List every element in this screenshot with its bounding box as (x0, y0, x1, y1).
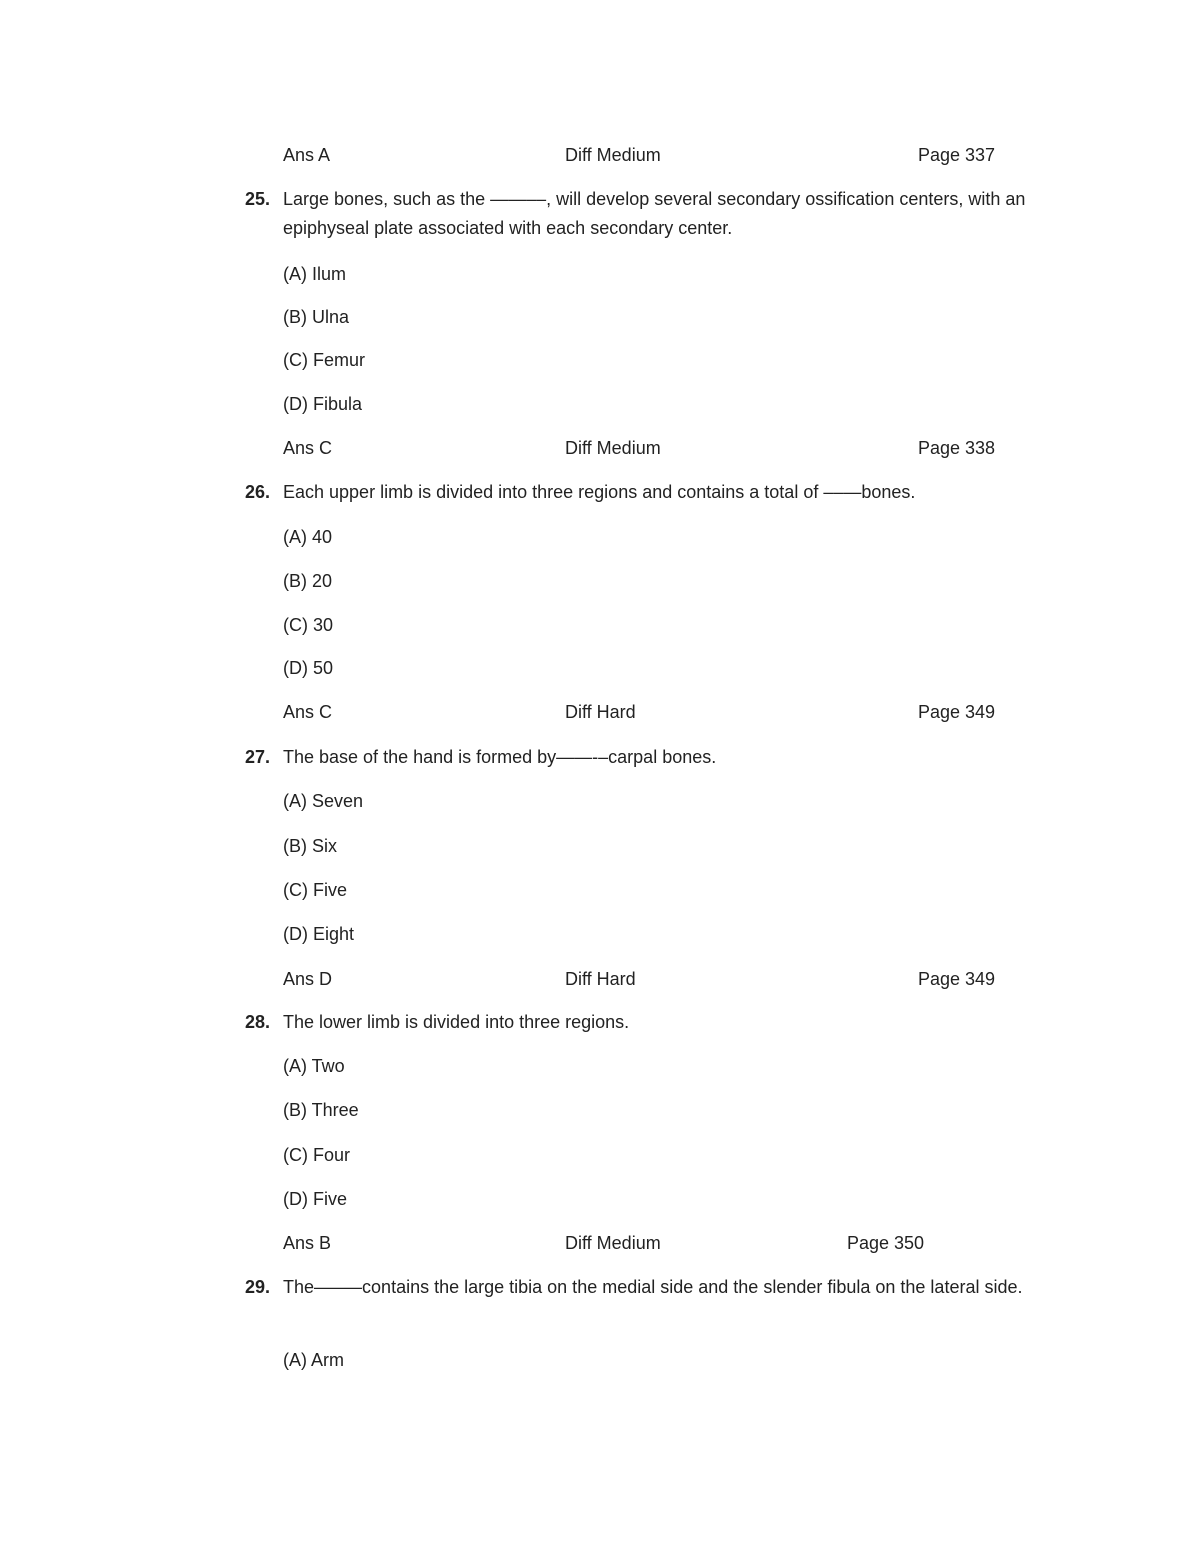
option-c: (C) Femur (283, 350, 365, 370)
question-text: The lower limb is divided into three regions. (283, 1012, 630, 1032)
answer-label: Ans B (283, 1233, 332, 1253)
difficulty-label: Diff Medium (565, 438, 661, 458)
option-a: (A) Ilum (283, 264, 346, 284)
option-d: (D) Eight (283, 924, 355, 944)
option-a: (A) 40 (283, 527, 333, 547)
question-number: 29. (245, 1277, 271, 1297)
difficulty-label: Diff Medium (565, 1233, 661, 1253)
option-b: (B) Three (283, 1100, 359, 1120)
option-c: (C) 30 (283, 615, 334, 635)
difficulty-label: Diff Medium (565, 145, 661, 165)
option-d: (D) 50 (283, 658, 334, 678)
answer-label: Ans C (283, 702, 333, 722)
difficulty-label: Diff Hard (565, 969, 636, 989)
option-b: (B) Ulna (283, 307, 350, 327)
option-c: (C) Four (283, 1145, 350, 1165)
question-text: The base of the hand is formed by——-–carpal bones. (283, 747, 717, 767)
page-label: Page 337 (918, 145, 996, 165)
question-text: The–––—contains the large tibia on the medial side and the slender fibula on the lateral side. (283, 1277, 1023, 1297)
option-a: (A) Arm (283, 1350, 344, 1370)
option-b: (B) Six (283, 836, 337, 856)
page-label: Page 338 (918, 438, 996, 458)
option-b: (B) 20 (283, 571, 333, 591)
page-label: Page 349 (918, 702, 996, 722)
option-a: (A) Two (283, 1056, 345, 1076)
page-label: Page 350 (847, 1233, 925, 1253)
option-d: (D) Fibula (283, 394, 363, 414)
option-c: (C) Five (283, 880, 347, 900)
question-text: Large bones, such as the ——––, will develop several secondary ossification centers, with an epiphyseal plate associated with each secondary center. (283, 189, 1026, 238)
difficulty-label: Diff Hard (565, 702, 636, 722)
answer-label: Ans C (283, 438, 333, 458)
option-a: (A) Seven (283, 791, 364, 811)
question-number: 28. (245, 1012, 271, 1032)
option-d: (D) Five (283, 1189, 347, 1209)
answer-label: Ans A (283, 145, 331, 165)
question-number: 26. (245, 482, 271, 502)
question-number: 27. (245, 747, 271, 767)
page-label: Page 349 (918, 969, 996, 989)
question-text: Each upper limb is divided into three regions and contains a total of ––—bones. (283, 482, 916, 502)
answer-label: Ans D (283, 969, 333, 989)
question-number: 25. (245, 189, 271, 209)
